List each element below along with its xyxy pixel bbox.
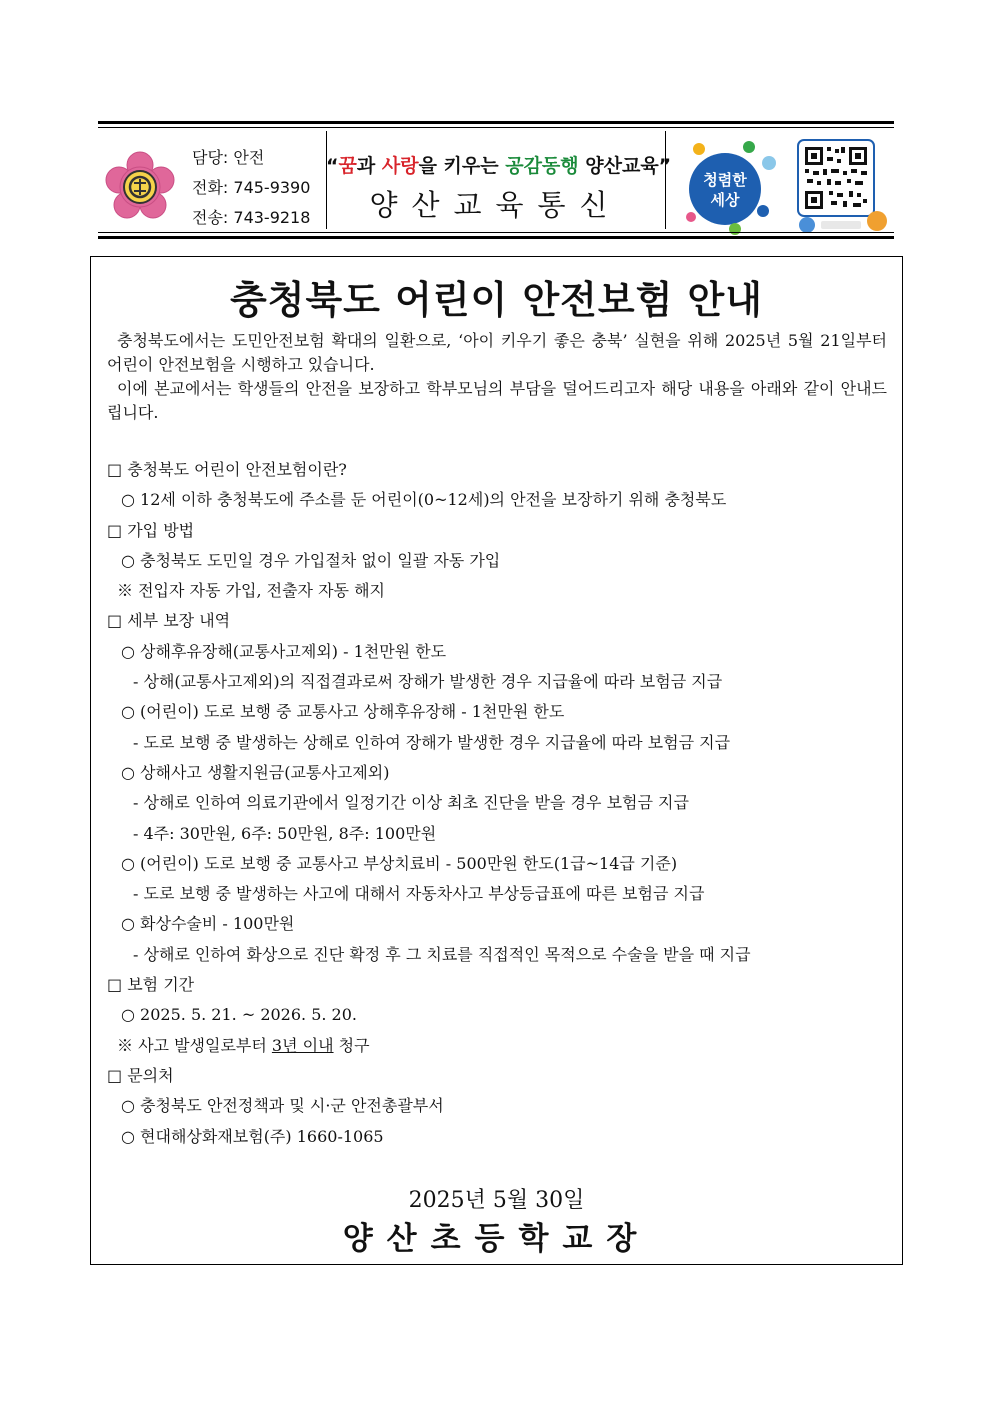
slogan-empathy: 공감동행 (505, 155, 579, 177)
section-coverage: □ 세부 보장 내역 (107, 611, 231, 631)
bullet-auto-enroll: ○ 충청북도 도민일 경우 가입절차 없이 일괄 자동 가입 (121, 550, 501, 570)
integrity-world-logo (679, 139, 777, 237)
section-what-is: □ 충청북도 어린이 안전보험이란? (107, 460, 347, 479)
slogan-quote-open: “ (326, 155, 339, 177)
contact-cell (98, 131, 327, 229)
education-office-emblem-icon (104, 151, 176, 223)
detail-living-support-amounts: - 4주: 30만원, 6주: 50만원, 8주: 100만원 (133, 823, 437, 843)
bullet-burn-surgery: ○ 화상수술비 - 100만원 (121, 914, 295, 934)
intro-paragraphs (107, 329, 887, 425)
intro-paragraph-2: 이에 본교에서는 학생들의 안전을 보장하고 학부모님의 부담을 덜어드리고자 해당 내용을 아래와 같이 안내드립니다. (107, 379, 887, 422)
intro-paragraph-1: 충청북도에서는 도민안전보험 확대의 일환으로, ‘아이 키우기 좋은 충북’ 실현을 위해 2025년 5월 21일부터 어린이 안전보험을 시행하고 있습니다. (107, 331, 887, 374)
newsletter-header (98, 121, 894, 239)
slogan-dream: 꿈 (338, 155, 357, 177)
issue-date: 2025년 5월 30일 (408, 1188, 585, 1213)
logo-cell (665, 131, 894, 229)
brand-logo-line1: 청렴한 (703, 171, 747, 189)
fax-text: 전송: 743-9218 (192, 208, 311, 227)
claim-note-deadline: 3년 이내 (271, 1035, 334, 1055)
contact-info (192, 143, 310, 233)
newsletter-name: 양산교육통신 (369, 188, 622, 222)
bullet-injury-treatment: ○ (어린이) 도로 보행 중 교통사고 부상치료비 - 500만원 한도(1급~14급 기준) (121, 853, 678, 873)
principal-signature: 양산초등학교장 (342, 1221, 651, 1257)
bullet-inquiry-insurer: ○ 현대해상화재보험(주) 1660-1065 (121, 1126, 384, 1146)
bullet-disability: ○ 상해후유장해(교통사고제외) - 1천만원 한도 (121, 641, 447, 661)
title-cell (326, 131, 672, 229)
detail-burn-surgery: - 상해로 인하여 화상으로 진단 확정 후 그 치료를 직접적인 목적으로 수술을 받을 때 지급 (133, 944, 751, 964)
slogan-growing: 을 키우는 (418, 155, 506, 177)
detail-living-support: - 상해로 인하여 의료기관에서 일정기간 이상 최초 진단을 받을 경우 보험금 지급 (133, 793, 689, 813)
document-title: 충청북도 어린이 안전보험 안내 (230, 278, 763, 322)
bullet-inquiry-province: ○ 충청북도 안전정책과 및 시·군 안전총괄부서 (121, 1096, 444, 1116)
slogan-education: 양산교육 (578, 155, 659, 177)
manager-text: 담당: 안전 (192, 148, 265, 167)
note-claim (107, 1031, 887, 1061)
slogan-quote-close: ” (658, 155, 672, 177)
brand-logo-line2: 세상 (710, 191, 740, 209)
bullet-eligibility: ○ 12세 이하 충청북도에 주소를 둔 어린이(0~12세)의 안전을 보장하기 위해 충청북도 (121, 490, 727, 510)
detail-injury-treatment: - 도로 보행 중 발생하는 사고에 대해서 자동차사고 부상등급표에 따른 보험금 지급 (133, 884, 705, 904)
section-inquiry: □ 문의처 (107, 1065, 174, 1085)
section-enrollment: □ 가입 방법 (107, 520, 195, 540)
slogan-love: 사랑 (381, 155, 419, 177)
claim-note-suffix: 청구 (333, 1035, 370, 1055)
insurance-details (107, 455, 887, 1152)
detail-disability: - 상해(교통사고제외)의 직접결과로써 장해가 발생한 경우 지급율에 따라 보험금 지급 (133, 672, 723, 692)
bullet-period: ○ 2025. 5. 21. ~ 2026. 5. 20. (121, 1005, 357, 1025)
slogan-and: 과 (356, 155, 382, 177)
claim-note-prefix: ※ 사고 발생일로부터 (117, 1035, 272, 1055)
detail-pedestrian-disability: - 도로 보행 중 발생하는 상해로 인하여 장해가 발생한 경우 지급율에 따라 보험금 지급 (133, 732, 731, 752)
note-transfer: ※ 전입자 자동 가입, 전출자 자동 해지 (117, 581, 385, 601)
bullet-living-support: ○ 상해사고 생활지원금(교통사고제외) (121, 762, 390, 782)
qr-code-icon[interactable] (797, 139, 889, 235)
slogan (326, 151, 672, 178)
notice-box (90, 256, 903, 1265)
section-period: □ 보험 기간 (107, 975, 195, 995)
bullet-pedestrian-disability: ○ (어린이) 도로 보행 중 교통사고 상해후유장해 - 1천만원 한도 (121, 702, 565, 722)
phone-text: 전화: 745-9390 (192, 178, 311, 197)
